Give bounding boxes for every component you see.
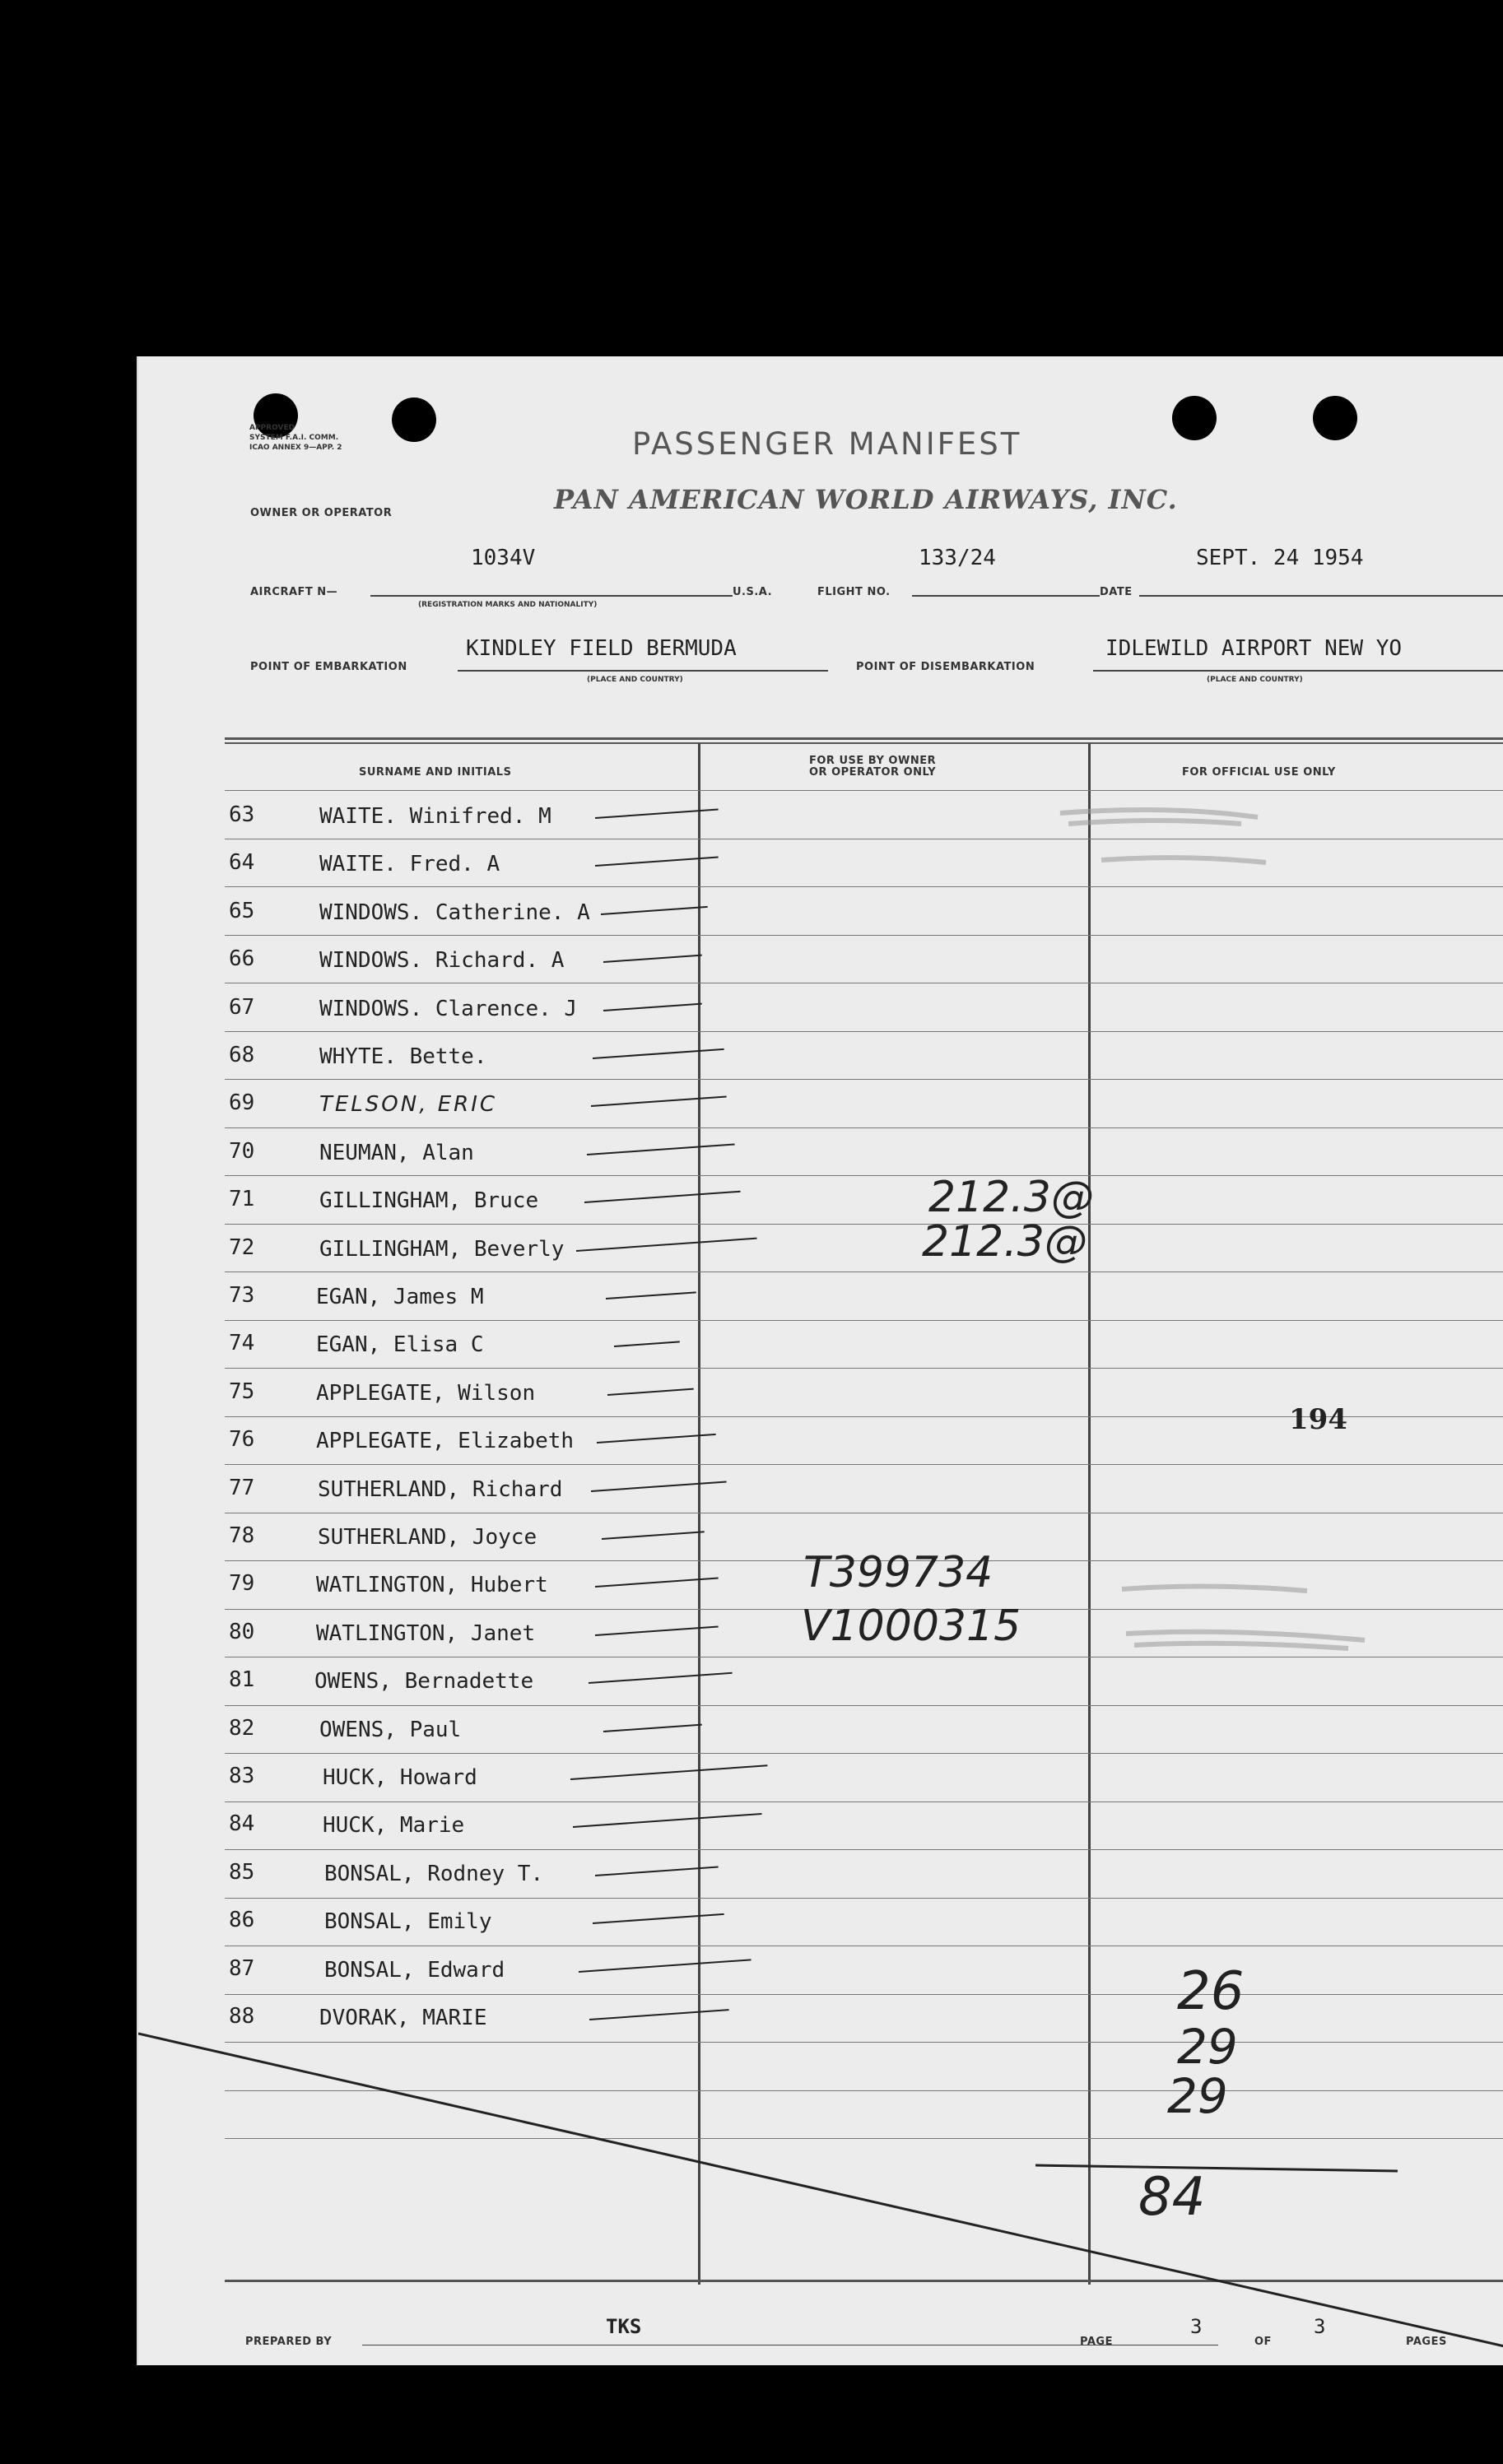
passenger-name: TELSON, ERIC	[319, 1092, 498, 1118]
row-number: 77	[229, 1475, 255, 1500]
tally-2: 29	[1177, 2019, 1238, 2075]
date-label: DATE	[1100, 586, 1133, 598]
aircraft-label: AIRCRAFT N—	[250, 586, 338, 598]
of-label: OF	[1254, 2336, 1272, 2348]
passenger-name: APPLEGATE, Wilson	[316, 1380, 536, 1406]
weight-note-beverly: 212.3@	[922, 1217, 1087, 1267]
passenger-name: SUTHERLAND, Richard	[318, 1476, 563, 1502]
passenger-name: BONSAL, Edward	[324, 1957, 505, 1983]
row-number: 72	[229, 1234, 255, 1260]
row-number: 88	[229, 2004, 255, 2029]
row-number: 85	[229, 1859, 255, 1885]
passenger-name: GILLINGHAM, Beverly	[319, 1236, 565, 1262]
passenger-name: WINDOWS. Catherine. A	[319, 900, 590, 925]
doc-number-janet: V1000315	[801, 1602, 1021, 1651]
of-value: 3	[1314, 2315, 1326, 2338]
row-number: 68	[229, 1043, 255, 1067]
doc-number-hubert: T399734	[803, 1548, 993, 1597]
row-number: 65	[229, 898, 255, 923]
passenger-name: WINDOWS. Clarence. J	[319, 996, 578, 1021]
row-number: 82	[229, 1715, 255, 1741]
passenger-name: WINDOWS. Richard. A	[319, 948, 565, 974]
embark-sub: (PLACE AND COUNTRY)	[587, 676, 683, 684]
passenger-name: WAITE. Fred. A	[319, 852, 500, 877]
passenger-name: OWENS, Bernadette	[314, 1669, 534, 1695]
tally-1: 26	[1177, 1961, 1245, 2022]
row-number: 75	[229, 1378, 255, 1404]
column-header-surname: SURNAME AND INITIALS	[359, 766, 512, 779]
passenger-name: WAITE. Winifred. M	[319, 804, 551, 829]
passenger-name: BONSAL, Rodney T.	[324, 1861, 544, 1886]
row-number: 70	[229, 1138, 255, 1164]
row-number: 84	[229, 1811, 255, 1837]
pages-label: PAGES	[1406, 2336, 1447, 2348]
airline-name: PAN AMERICAN WORLD AIRWAYS, INC.	[554, 484, 1178, 515]
tally-3: 29	[1167, 2068, 1228, 2124]
row-number: 76	[229, 1427, 255, 1453]
passenger-name: EGAN, James M	[316, 1285, 484, 1309]
passenger-name: BONSAL, Emily	[324, 1909, 492, 1935]
stamp-number: 194	[1289, 1403, 1347, 1436]
page-label: PAGE	[1080, 2336, 1113, 2348]
row-number: 86	[229, 1908, 255, 1933]
row-number: 79	[229, 1571, 255, 1597]
row-number: 83	[229, 1764, 255, 1788]
aircraft-sub: (REGISTRATION MARKS AND NATIONALITY)	[418, 601, 598, 609]
row-number: 69	[229, 1090, 255, 1116]
row-number: 63	[229, 802, 255, 827]
approval-line-2: SYSTEM F.A.I. COMM.	[249, 434, 339, 442]
disembark-label: POINT OF DISEMBARKATION	[856, 661, 1035, 673]
date-value: SEPT. 24 1954	[1196, 546, 1364, 570]
disembark-value: IDLEWILD AIRPORT NEW YO	[1105, 636, 1403, 661]
weight-note-bruce: 212.3@	[928, 1173, 1094, 1222]
embark-label: POINT OF EMBARKATION	[250, 661, 407, 673]
passenger-name: GILLINGHAM, Bruce	[319, 1188, 539, 1214]
embark-value: KINDLEY FIELD BERMUDA	[466, 636, 737, 661]
passenger-name: HUCK, Howard	[323, 1765, 477, 1790]
approval-line-1: APPROVED	[249, 424, 295, 432]
passenger-name: WHYTE. Bette.	[319, 1044, 487, 1069]
row-number: 87	[229, 1955, 255, 1981]
page-value: 3	[1190, 2315, 1203, 2338]
passenger-name: WATLINGTON, Janet	[316, 1620, 536, 1646]
row-number: 74	[229, 1331, 255, 1356]
owner-label: OWNER OR OPERATOR	[250, 507, 393, 519]
passenger-name: OWENS, Paul	[319, 1717, 462, 1742]
passenger-name: WATLINGTON, Hubert	[316, 1573, 548, 1598]
row-number: 73	[229, 1283, 255, 1308]
aircraft-value: 1034V	[471, 546, 536, 570]
passenger-name: HUCK, Marie	[323, 1813, 465, 1839]
row-number: 81	[229, 1667, 255, 1693]
passenger-name: APPLEGATE, Elizabeth	[316, 1429, 575, 1454]
prepared-value: TKS	[606, 2315, 642, 2338]
passenger-name: DVORAK, MARIE	[319, 2006, 487, 2030]
column-header-official: FOR OFFICIAL USE ONLY	[1182, 766, 1336, 779]
flight-value: 133/24	[919, 546, 996, 570]
page-title: PASSENGER MANIFEST	[632, 426, 1022, 462]
flight-label: FLIGHT NO.	[817, 586, 891, 598]
column-header-owner-2: OR OPERATOR ONLY	[809, 766, 937, 779]
row-number: 64	[229, 850, 255, 876]
passenger-name: NEUMAN, Alan	[319, 1140, 474, 1165]
tally-total: 84	[1138, 2167, 1206, 2228]
passenger-name: SUTHERLAND, Joyce	[318, 1525, 537, 1550]
row-number: 78	[229, 1523, 255, 1548]
disembark-sub: (PLACE AND COUNTRY)	[1207, 676, 1303, 684]
approval-line-3: ICAO ANNEX 9—APP. 2	[249, 444, 342, 452]
pen-marks	[138, 356, 1503, 2365]
manifest-sheet	[137, 356, 1503, 2365]
row-number: 71	[229, 1187, 255, 1212]
row-number: 67	[229, 994, 255, 1020]
row-number: 80	[229, 1619, 255, 1644]
row-number: 66	[229, 946, 255, 972]
passenger-name: EGAN, Elisa C	[316, 1332, 484, 1358]
usa-label: U.S.A.	[733, 586, 773, 598]
column-header-owner-1: FOR USE BY OWNER	[809, 755, 937, 767]
prepared-label: PREPARED BY	[245, 2336, 333, 2348]
